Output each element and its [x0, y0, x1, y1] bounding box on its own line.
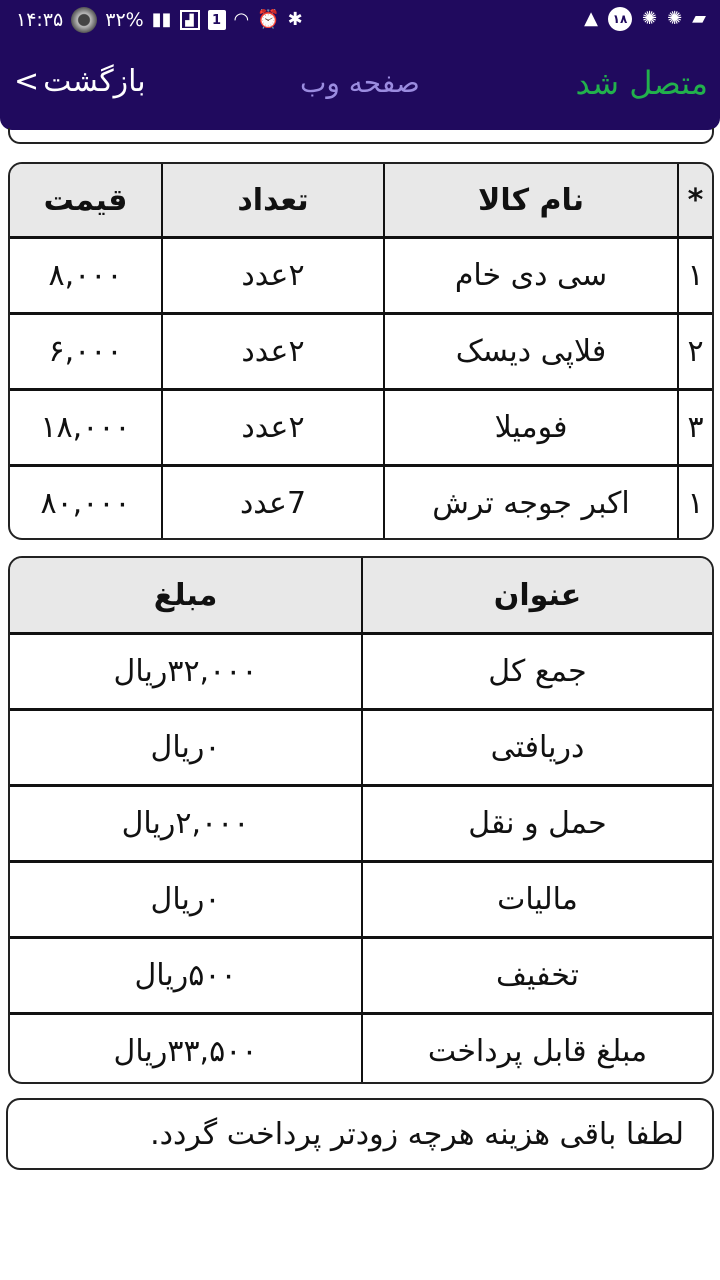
emblem-icon-2: ✺: [667, 8, 683, 29]
col-header-title: عنوان: [362, 558, 712, 634]
cell-name: اکبر جوجه ترش: [384, 466, 678, 541]
table-header-row: [10, 558, 712, 634]
table-row: [10, 466, 712, 541]
items-table: [8, 162, 714, 540]
cell-price: ۸,۰۰۰: [10, 238, 162, 314]
chevron-left-icon: <: [14, 64, 40, 99]
cell-qty: ۲عدد: [162, 314, 384, 390]
cell-amount: ۳۳,۵۰۰ریال: [10, 1014, 362, 1085]
message-icon: ▰: [692, 8, 706, 29]
cell-amount: ۰ریال: [10, 710, 362, 786]
table-row: [10, 634, 712, 710]
table-row: [10, 862, 712, 938]
cell-title: جمع کل: [362, 634, 712, 710]
wifi-icon: ◠: [233, 9, 250, 30]
cell-qty: 7عدد: [162, 466, 384, 541]
table-row: [10, 390, 712, 466]
cell-index: ۱: [678, 238, 712, 314]
battery-percent: ۳۲%: [105, 9, 144, 31]
emblem-icon: ✺: [641, 8, 658, 29]
signal-box-icon: ▟: [180, 10, 200, 30]
payment-note: [6, 1098, 714, 1170]
cell-amount: ۵۰۰ریال: [10, 938, 362, 1014]
app-header: [0, 38, 720, 130]
notification-count-badge: ۱۸: [608, 7, 632, 31]
table-header-row: [10, 164, 712, 238]
alarm-icon: ⏰: [257, 9, 280, 30]
summary-table: [8, 556, 714, 1084]
cell-qty: ۲عدد: [162, 238, 384, 314]
signal-icon: ▮▮: [151, 9, 172, 30]
table-row: [10, 710, 712, 786]
bluetooth-icon: ✱: [287, 9, 303, 30]
cell-name: فلاپی دیسک: [384, 314, 678, 390]
col-header-name: نام کالا: [384, 164, 678, 238]
col-header-index: *: [678, 164, 712, 238]
cell-price: ۶,۰۰۰: [10, 314, 162, 390]
cell-qty: ۲عدد: [162, 390, 384, 466]
cell-amount: ۰ریال: [10, 862, 362, 938]
sim-icon: 1: [208, 10, 226, 30]
note-text: لطفا باقی هزینه هرچه زودتر پرداخت گردد.: [150, 1116, 684, 1152]
back-label: بازگشت: [43, 64, 146, 99]
cell-title: حمل و نقل: [362, 786, 712, 862]
col-header-amount: مبلغ: [10, 558, 362, 634]
collapsed-panel: [8, 128, 714, 144]
cell-price: ۸۰,۰۰۰: [10, 466, 162, 541]
col-header-qty: تعداد: [162, 164, 384, 238]
cell-title: مالیات: [362, 862, 712, 938]
cell-title: دریافتی: [362, 710, 712, 786]
cell-index: ۲: [678, 314, 712, 390]
cell-title: تخفیف: [362, 938, 712, 1014]
table-row: [10, 938, 712, 1014]
cell-name: سی دی خام: [384, 238, 678, 314]
cell-title: مبلغ قابل پرداخت: [362, 1014, 712, 1085]
table-row: [10, 1014, 712, 1085]
cell-amount: ۲,۰۰۰ریال: [10, 786, 362, 862]
cell-index: ۱: [678, 466, 712, 541]
cell-name: فومیلا: [384, 390, 678, 466]
cell-index: ۳: [678, 390, 712, 466]
connection-status: متصل شد: [575, 64, 708, 102]
cell-price: ۱۸,۰۰۰: [10, 390, 162, 466]
table-row: [10, 238, 712, 314]
col-header-price: قیمت: [10, 164, 162, 238]
status-bar: [0, 0, 720, 38]
clock: ۱۴:۳۵: [16, 9, 64, 31]
back-button[interactable]: [14, 64, 146, 99]
table-row: [10, 314, 712, 390]
camera-app-icon: [71, 7, 97, 33]
cell-amount: ۳۲,۰۰۰ریال: [10, 634, 362, 710]
table-row: [10, 786, 712, 862]
page-title: صفحه وب: [300, 66, 420, 99]
warning-icon: ▲: [584, 8, 598, 29]
